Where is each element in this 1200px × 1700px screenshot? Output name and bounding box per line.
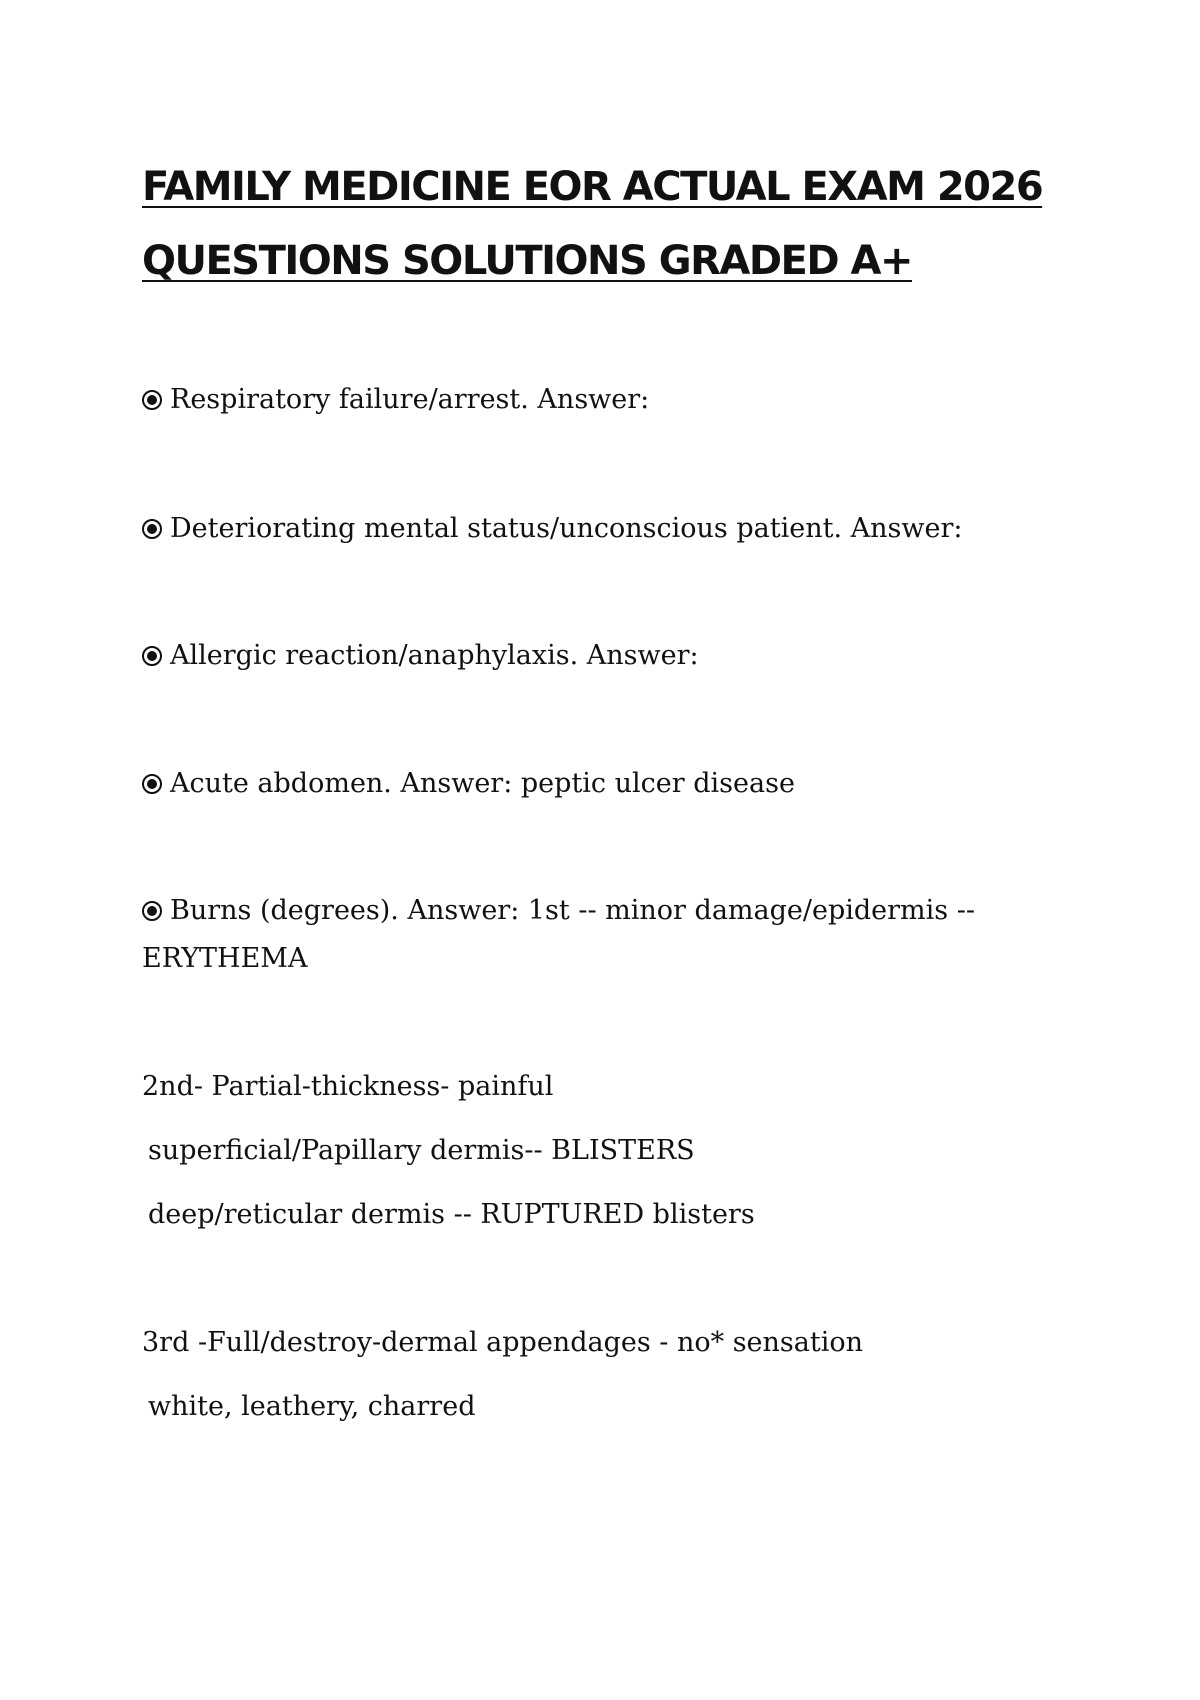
burn-second-superficial: superficial/Papillary dermis-- BLISTERS: [148, 1135, 695, 1166]
question-text: Respiratory failure/arrest. Answer:: [170, 384, 650, 415]
radio-bullet-icon: [142, 519, 162, 539]
question-text: Allergic reaction/anaphylaxis. Answer:: [170, 640, 699, 671]
title-line-1: FAMILY MEDICINE EOR ACTUAL EXAM 2026: [142, 164, 1043, 210]
question-item: [142, 505, 962, 553]
question-text: Burns (degrees). Answer: 1st -- minor damage/epidermis --: [170, 895, 975, 926]
document-title: [142, 150, 1082, 298]
burn-third-degree: 3rd -Full/destroy-dermal appendages - no* sensation: [142, 1327, 864, 1358]
question-text: Acute abdomen. Answer: peptic ulcer disease: [170, 768, 795, 799]
radio-bullet-icon: [142, 390, 162, 410]
title-line-2: QUESTIONS SOLUTIONS GRADED A+: [142, 238, 912, 284]
burn-third-appearance: white, leathery, charred: [148, 1391, 476, 1422]
question-item: [142, 632, 699, 680]
burn-second-degree: 2nd- Partial-thickness- painful: [142, 1071, 554, 1102]
radio-bullet-icon: [142, 901, 162, 921]
question-text: Deteriorating mental status/unconscious patient. Answer:: [170, 513, 963, 544]
question-item: [142, 760, 795, 808]
question-item: [142, 887, 975, 935]
radio-bullet-icon: [142, 774, 162, 794]
radio-bullet-icon: [142, 646, 162, 666]
question-item: [142, 376, 649, 424]
question-continuation: ERYTHEMA: [142, 943, 308, 974]
burn-second-deep: deep/reticular dermis -- RUPTURED blisters: [148, 1199, 755, 1230]
